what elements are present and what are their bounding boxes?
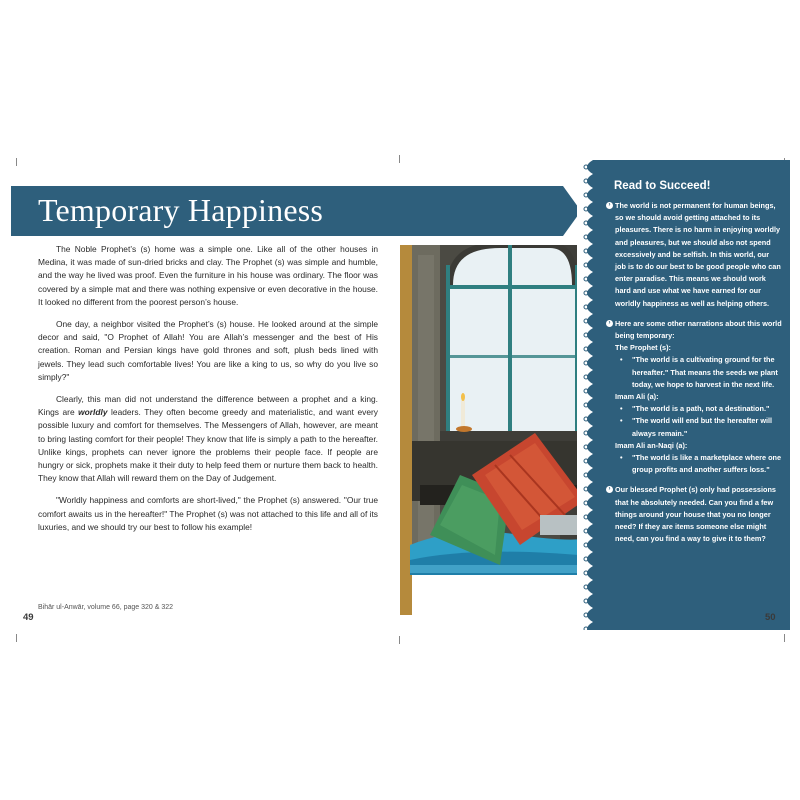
bullet-icon: › bbox=[606, 202, 613, 209]
footnote: Bihār ul-Anwār, volume 66, page 320 & 322 bbox=[38, 604, 174, 611]
crop-mark bbox=[399, 155, 400, 163]
emphasized-word: worldly bbox=[78, 407, 108, 418]
narration-speaker: Imam Ali an-Naqi (a): bbox=[615, 440, 688, 450]
crop-mark bbox=[399, 636, 400, 644]
panel-heading: Read to Succeed! bbox=[614, 180, 711, 192]
panel-paragraph-text: Our blessed Prophet (s) only had possessions that he absolutely needed. Can you find a few things around your house that you no longer need? If they are items someone else might need, can you find a way to give it to them? bbox=[615, 485, 776, 544]
narration-item: • "The world is a path, not a destination." bbox=[618, 403, 782, 415]
story-text bbox=[38, 243, 378, 543]
panel-paragraph-text: Here are some other narrations about this world being temporary: bbox=[615, 318, 782, 341]
crop-mark bbox=[16, 158, 17, 166]
story-text-run: leaders. They often become greedy and materialistic, and want every possible luxury and comfort for themselves. The Messengers of Allah, however, are meant to bring lasting comfort for their people! They know that life is simply a path to the hereafter. Unlike kings, prophets can never ignore the problems their people face. If people are hungry or sick, prophets make it their duty to help feed them or nurture them back to health. They know that Allah will reward them on the Day of Judgement. bbox=[38, 407, 378, 484]
story-text-run: Clearly, this man did not understand the difference between a prophet and a king. Kings are bbox=[38, 394, 378, 418]
bullet-icon: › bbox=[606, 320, 613, 327]
page-number-right: 50 bbox=[765, 612, 776, 623]
narration-speaker: The Prophet (s): bbox=[615, 343, 671, 353]
narration-list bbox=[606, 452, 782, 476]
crop-mark bbox=[784, 634, 785, 642]
bullet-icon: › bbox=[606, 486, 613, 493]
panel-paragraph-text: The world is not permanent for human beings, so we should avoid getting attached to its pleasures. There is no harm in enjoying worldly and pleasures, but we should also not spend excessively and be selfish. In this world, our job is to do our best to be good people who can enter paradise. This means we should work hard and use what we have earned for our worldly happiness as well as helping others. bbox=[615, 201, 781, 308]
narration-speaker: Imam Ali (a): bbox=[615, 392, 659, 402]
narration-item: • "The world will end but the hereafter will always remain." bbox=[618, 415, 782, 439]
narration-item: • "The world is like a marketplace where one group profits and another suffers loss." bbox=[618, 452, 782, 476]
panel-paragraph bbox=[606, 484, 782, 545]
panel-paragraph bbox=[606, 200, 782, 310]
crop-mark bbox=[16, 634, 17, 642]
story-paragraph bbox=[38, 393, 378, 485]
room-illustration bbox=[400, 245, 600, 615]
lace-border bbox=[577, 160, 593, 630]
panel-text bbox=[606, 200, 782, 553]
page-number-left: 49 bbox=[23, 612, 34, 623]
window-cushion-illustration bbox=[400, 245, 600, 615]
page-title: Temporary Happiness bbox=[38, 192, 324, 228]
narration-list bbox=[606, 403, 782, 440]
story-paragraph: One day, a neighbor visited the Prophet’s (s) house. He looked around at the simple decor and said, "O Prophet of Allah! You are Allah’s messenger and the best of His creation. Roman and Persian kings have gold thrones and soft, plush beds lined with jewels. They lead such comfortable lives! You are like a king to us, so why do you live so simply?" bbox=[38, 319, 378, 382]
story-paragraph: The Noble Prophet’s (s) home was a simple one. Like all of the other houses in Medina, it was made of sun-dried bricks and clay. The Prophet (s) was simple and humble, and the way he lived was proof. Even the furniture in his house was ordinary. The floor was covered by a simple mat and there was nothing expensive or even decorative in the house. It looked no different from the poorest person’s house. bbox=[38, 244, 378, 307]
narration-item: • "The world is a cultivating ground for the hereafter." That means the seeds we plant today, we hope to harvest in the next life. bbox=[618, 354, 782, 391]
panel-paragraph bbox=[606, 318, 782, 342]
narration-list bbox=[606, 354, 782, 391]
story-paragraph: "Worldly happiness and comforts are short-lived," the Prophet (s) answered. "Our true comfort awaits us in the hereafter!" The Prophet (s) was not attached to this life and all of its luxuries, and we should try our best to follow his example! bbox=[38, 495, 378, 532]
